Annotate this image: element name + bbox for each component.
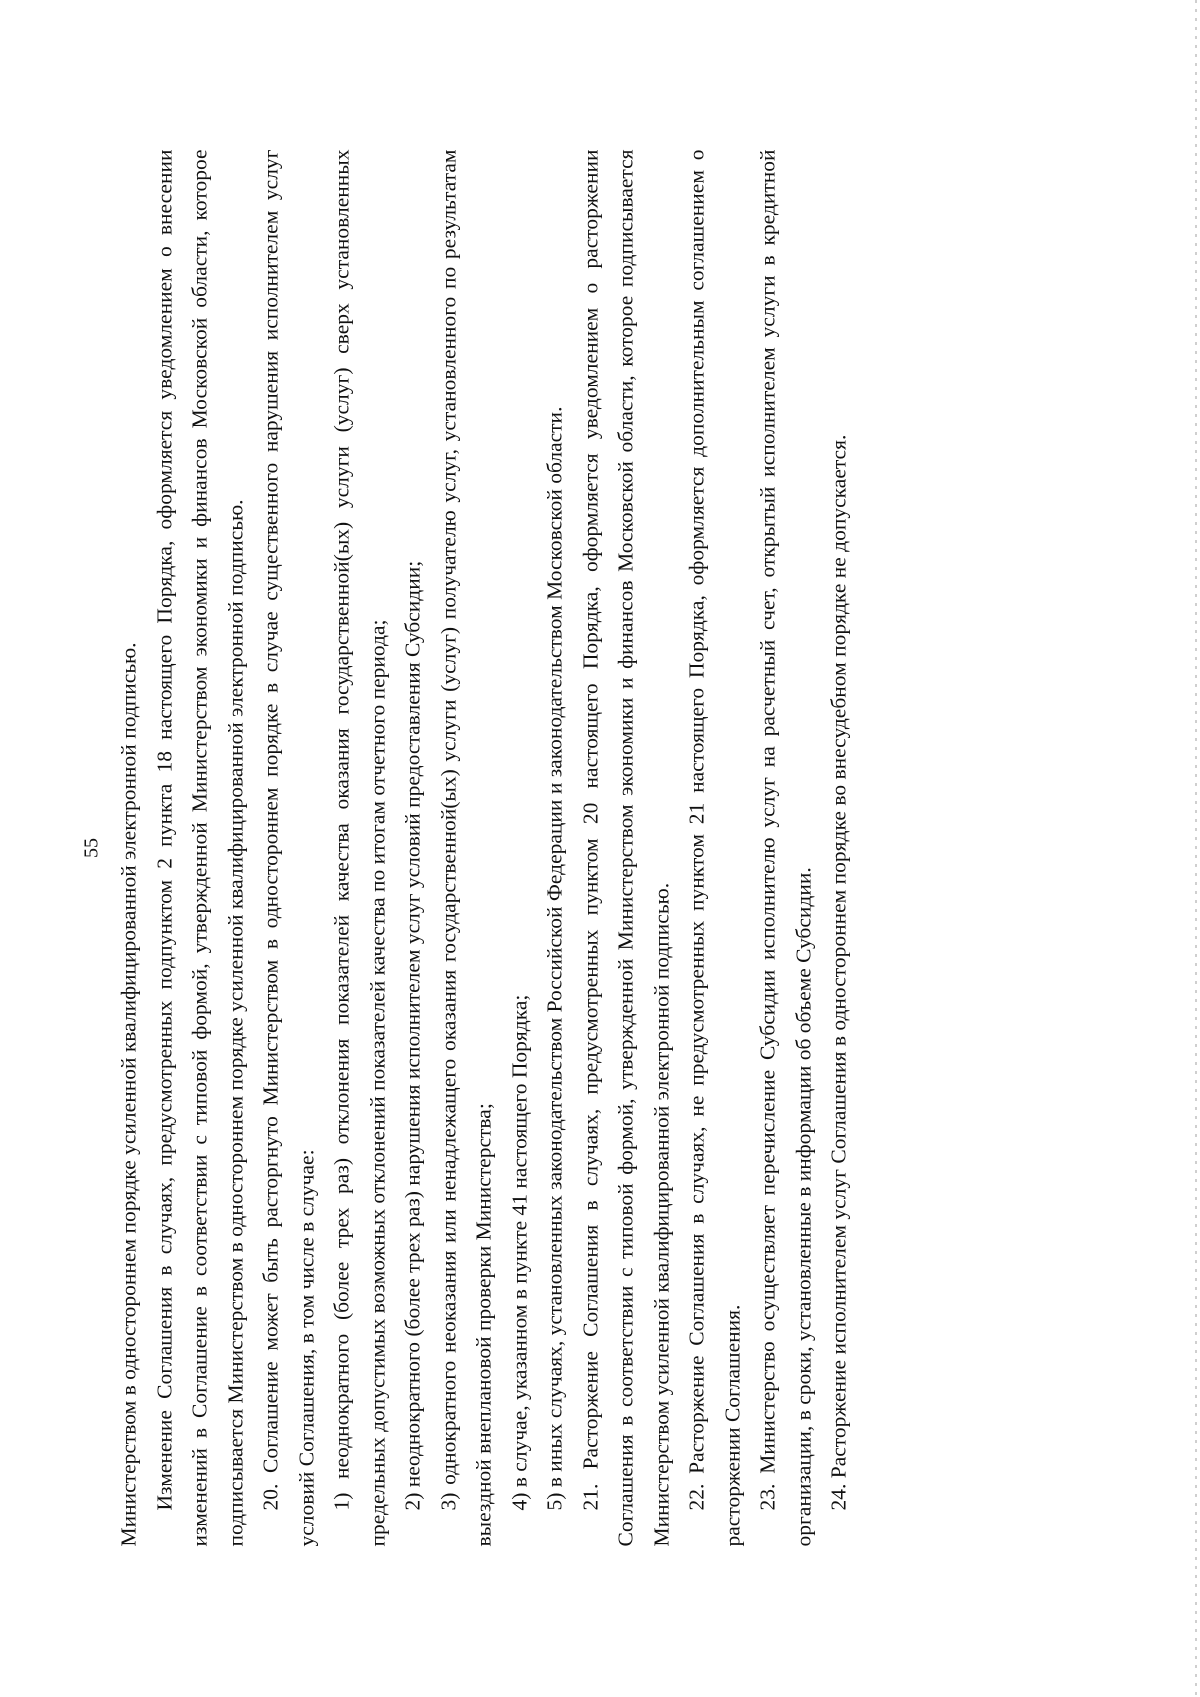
page-number: 55 [80, 838, 103, 858]
list-item: 4) в случае, указанном в пункте 41 настоящего Порядка; [507, 994, 531, 1511]
document-page [1, 0, 1200, 1697]
paragraph: Изменение Соглашения в случаях, предусмотренных подпунктом 2 пункта 18 настоящего Порядка, оформляется уведомлением о внесении изменений в Соглашение в соответствии с типовой формой, утвержденной Министерством экономики и финансов Московской области, которое подписывается Министерством в одностороннем порядке усиленной квалифицированной электронной подписью. [152, 149, 247, 1547]
list-item: 2) неоднократного (более трех раз) нарушения исполнителем услуг условий предоставления Субсидии; [400, 560, 425, 1511]
paragraph: 21. Расторжение Соглашения в случаях, предусмотренных пунктом 20 настоящего Порядка, оформляется уведомлением о расторжении Соглашения в соответствии с типовой формой, утвержденной Министерством экономики и финансов Московской области, которое подписывается Министерством усиленной квалифицированной электронной подписью. [578, 149, 673, 1547]
list-item: 3) однократного неоказания или ненадлежащего оказания государственной(ых) услуги (услуг) получателю услуг, установленного по результатам выездной внеплановой проверки Министерства; [436, 149, 496, 1547]
paragraph: 22. Расторжение Соглашения в случаях, не предусмотренных пунктом 21 настоящего Порядка, оформляется дополнительным соглашением о расторжении Соглашения. [684, 149, 744, 1547]
list-item: 5) в иных случаях, установленных законодательством Российской Федерации и законодательством Московской области. [542, 406, 567, 1511]
paragraph: 23. Министерство осуществляет перечисление Субсидии исполнителю услуг на расчетный счет, открытый исполнителем услуги в кредитной организации, в сроки, установленные в информации об объеме Субсидии. [755, 149, 815, 1547]
paragraph: 24. Расторжение исполнителем услуг Соглашения в одностороннем порядке во внесудебном порядке не допускается. [826, 434, 851, 1511]
list-item: 1) неоднократного (более трех раз) отклонения показателей качества оказания государственной(ых) услуги (услуг) сверх установленных предельных допустимых возможных отклонений показателей качества по итогам отчетного периода; [329, 149, 389, 1547]
paragraph: Министерством в одностороннем порядке усиленной квалифицированной электронной подписью. [116, 642, 141, 1547]
paragraph: 20. Соглашение может быть расторгнуто Министерством в одностороннем порядке в случае существенного нарушения исполнителем услуг условий Соглашения, в том числе в случае: [258, 149, 318, 1547]
